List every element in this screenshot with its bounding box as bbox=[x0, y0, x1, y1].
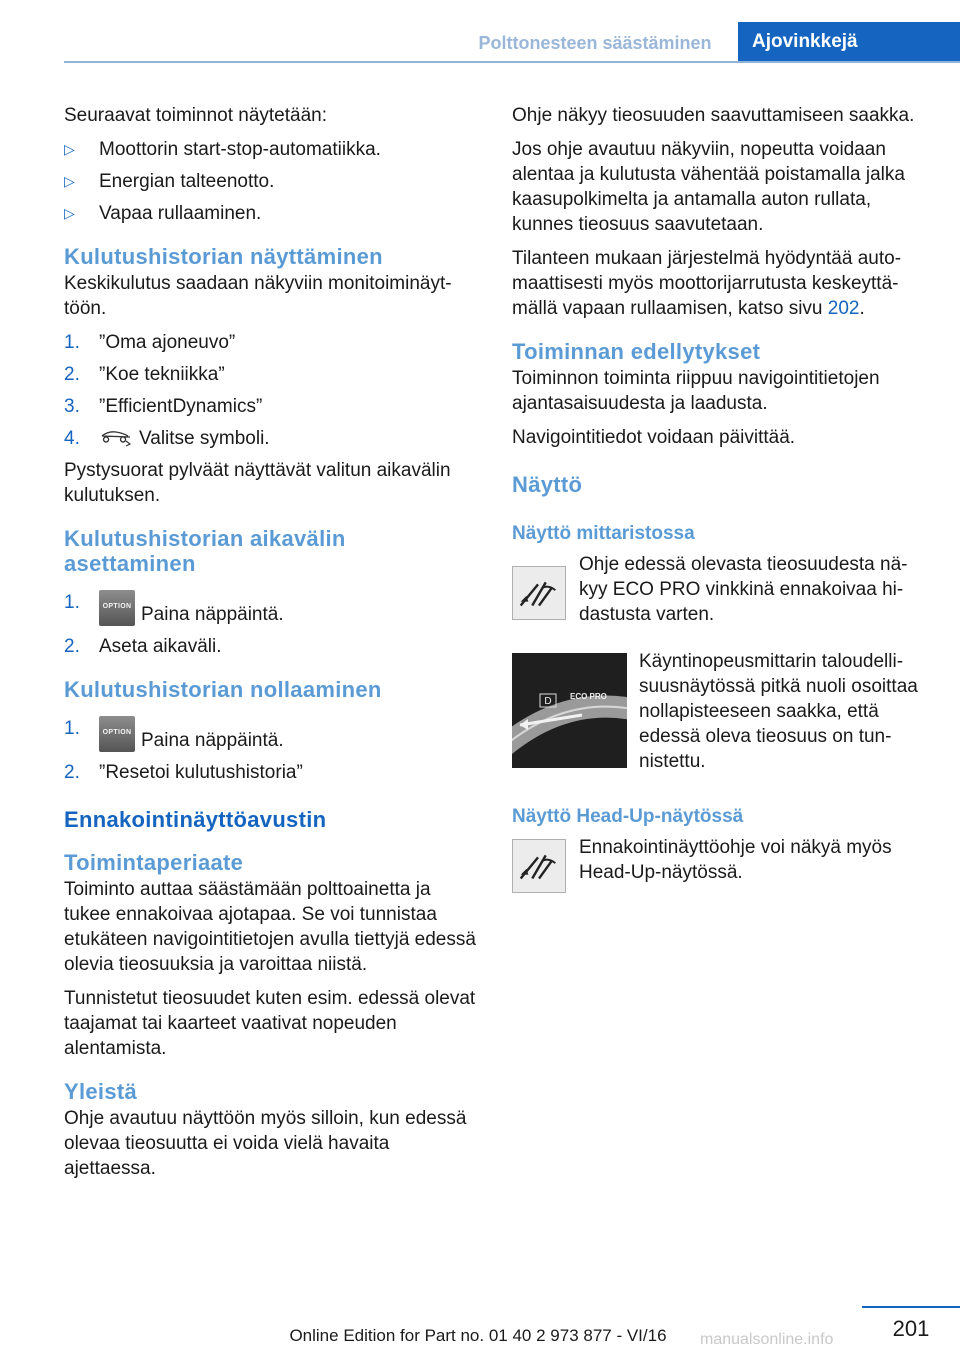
steps-list bbox=[64, 330, 476, 451]
hud-figure bbox=[512, 835, 924, 885]
section-heading: Yleistä bbox=[64, 1079, 138, 1104]
function-list bbox=[64, 137, 476, 226]
body-text: Toiminto auttaa säästämään polttoainetta ja tukee ennakoivaa ajotapaa. Se voi tunnistaa etukäteen navigointitietojen avulla tiettyjä edessä olevia tieosuuksia ja varoittaa niistä. bbox=[64, 879, 476, 975]
section-heading: Toimintaperiaate bbox=[64, 850, 244, 875]
section-heading: Kulutushistorian nollaaminen bbox=[64, 677, 382, 702]
body-text: Jos ohje avautuu näkyviin, nopeutta voidaan alentaa ja kulutusta vähentää poistamalla jalka kaasupolkimelta ja antamalla auton rullata, kunnes tieosuus saavutetaan. bbox=[512, 139, 905, 235]
steps-list bbox=[64, 716, 476, 785]
triangle-bullet-icon: ▷ bbox=[64, 205, 75, 221]
steps-list bbox=[64, 590, 476, 659]
list-item: 2. Aseta aikaväli. bbox=[64, 636, 222, 657]
gauge-gear-label: D bbox=[544, 696, 552, 707]
list-item: 1. OPTION Paina näppäintä. bbox=[64, 718, 284, 751]
header-rule bbox=[64, 61, 960, 63]
body-text: Ennakointinäyttöohje voi näkyä myös Head-Up-näytössä. bbox=[579, 837, 892, 883]
list-item: 1. OPTION Paina näppäintä. bbox=[64, 592, 284, 625]
triangle-bullet-icon: ▷ bbox=[64, 141, 75, 157]
economy-gauge-image bbox=[512, 653, 627, 768]
intro-text: Seuraavat toiminnot näytetään: bbox=[64, 105, 328, 126]
list-item: 2. ”Resetoi kulutushistoria” bbox=[64, 762, 303, 783]
left-column bbox=[64, 103, 476, 1190]
list-item: ▷ Vapaa rullaaminen. bbox=[64, 203, 262, 224]
chapter-heading: Ennakointinäyttöavustin bbox=[64, 807, 327, 832]
car-symbol-icon bbox=[99, 427, 133, 447]
list-item: 2. ”Koe tekniikka” bbox=[64, 364, 225, 385]
triangle-bullet-icon: ▷ bbox=[64, 173, 75, 189]
road-warning-icon bbox=[512, 566, 566, 620]
body-text: Toiminnon toiminta riippuu navigointitietojen ajantasaisuudesta ja laadusta. bbox=[512, 368, 880, 414]
list-item: 1. ”Oma ajoneuvo” bbox=[64, 332, 236, 353]
subsection-heading: Näyttö mittaristossa bbox=[512, 523, 695, 544]
list-item: 3. ”EfficientDynamics” bbox=[64, 396, 263, 417]
right-column bbox=[512, 103, 924, 894]
road-warning-icon bbox=[512, 839, 566, 893]
body-text: Tunnistetut tieosuudet kuten esim. edessä olevat taajamat tai kaarteet vaativat nopeuden alentamista. bbox=[64, 988, 476, 1059]
body-text: Ohje näkyy tieosuuden saavuttamiseen saakka. bbox=[512, 105, 915, 126]
section-heading: Näyttö bbox=[512, 472, 583, 497]
gauge-figure bbox=[512, 649, 924, 774]
section-heading: Toiminnan edellytykset bbox=[512, 339, 761, 364]
body-text: Ohje avautuu näyttöön myös silloin, kun edessä olevaa tieosuutta ei voida vielä havaita ajettaessa. bbox=[64, 1108, 467, 1179]
page-link[interactable]: 202 bbox=[827, 298, 860, 319]
list-item: 4. Valitse symboli. bbox=[64, 428, 270, 449]
footer-rule bbox=[862, 1306, 960, 1308]
option-button-icon: OPTION bbox=[99, 590, 135, 626]
footer-watermark: manualsonline.info bbox=[700, 1331, 834, 1348]
section-heading: Kulutushistorian näyttäminen bbox=[64, 244, 383, 269]
subsection-heading: Näyttö Head-Up-näytössä bbox=[512, 806, 744, 827]
body-text: Pystysuorat pylväät näyttävät valitun aikavälin kulutuksen. bbox=[64, 460, 451, 506]
body-text: Ohje edessä olevasta tieosuudesta näkyy ECO PRO vinkkinä ennakoivaa hidastusta varten. bbox=[579, 554, 908, 625]
body-text: Käyntinopeusmittarin taloudellisuusnäytössä pitkä nuoli osoittaa nollapisteeseen saakka, että edessä oleva tieosuus on tunnistettu. bbox=[639, 651, 918, 772]
eco-tip-figure bbox=[512, 552, 924, 627]
header-section-title: Polttonesteen säästäminen bbox=[478, 33, 712, 53]
body-text: Navigointitiedot voidaan päivittää. bbox=[512, 427, 796, 448]
body-text: Keskikulutus saadaan näkyviin monitoiminäyttöön. bbox=[64, 273, 452, 319]
page-number: 201 bbox=[892, 1316, 930, 1341]
list-item: ▷ Energian talteenotto. bbox=[64, 171, 275, 192]
list-item: ▷ Moottorin start-stop-automatiikka. bbox=[64, 139, 381, 160]
option-button-icon: OPTION bbox=[99, 716, 135, 752]
footer-edition: Online Edition for Part no. 01 40 2 973 877 - VI/16 bbox=[289, 1326, 667, 1345]
header-chapter-tab[interactable]: Ajovinkkejä bbox=[738, 22, 960, 62]
gauge-mode-label: ECO PRO bbox=[570, 692, 607, 701]
body-text: Tilanteen mukaan järjestelmä hyödyntää automaattisesti myös moottorijarrutusta keskeyttämällä vapaan rullaamisen, katso sivu 202. bbox=[512, 248, 902, 319]
section-heading: Kulutushistorian aikavälin asettaminen bbox=[64, 526, 346, 576]
